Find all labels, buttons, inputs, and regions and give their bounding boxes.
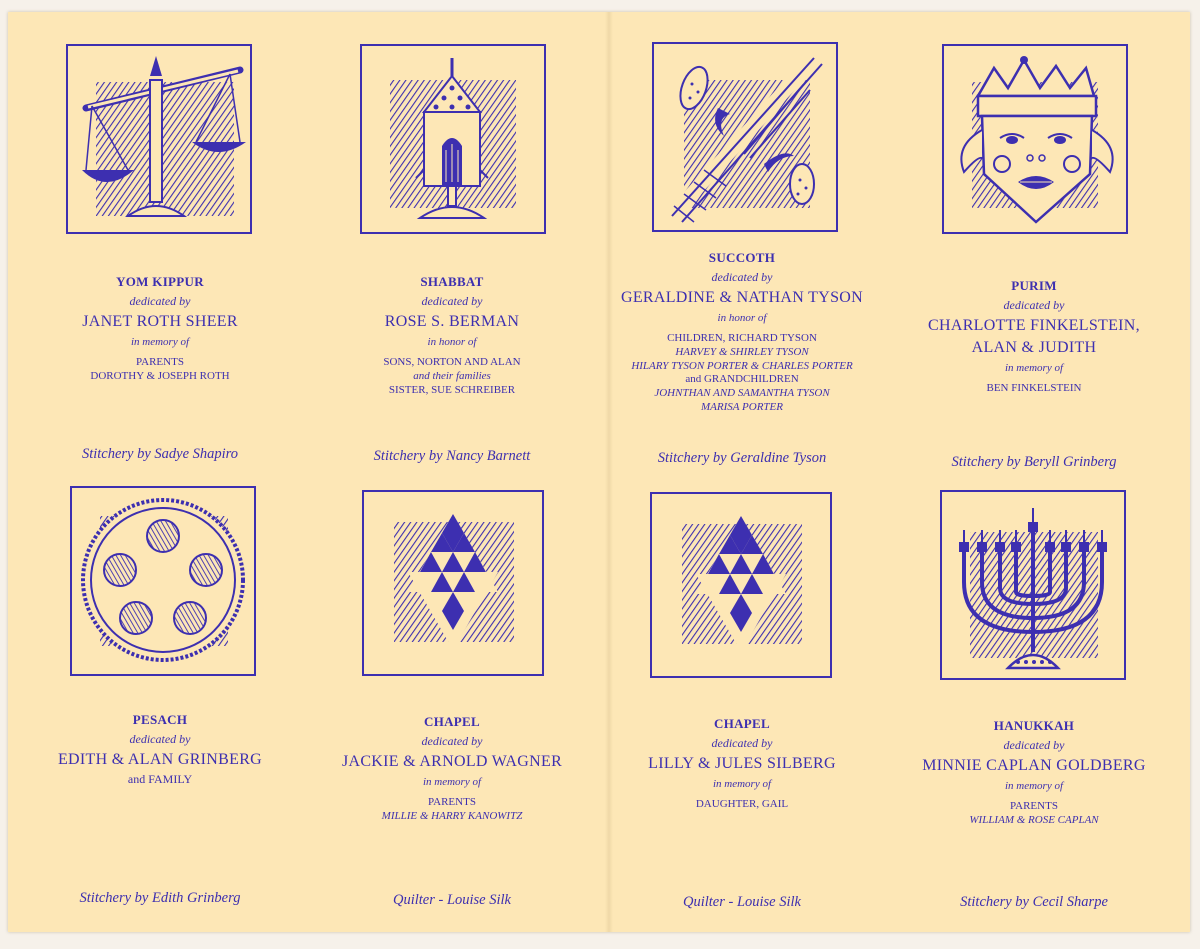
donor-name: EDITH & ALAN GRINBERG [57,751,263,769]
dedicated-label: dedicated by [421,294,483,309]
dedicated-label: dedicated by [421,734,483,749]
honoree-line: and their families [413,369,491,382]
panel-pesach [20,486,300,926]
donor-name: CHARLOTTE FINKELSTEIN, [928,317,1140,335]
honoree-line: and GRANDCHILDREN [685,373,799,386]
quilt-square [362,490,544,676]
star-of-david-icon [652,494,830,676]
scales-icon [68,46,250,232]
dedicated-label: dedicated by [129,294,191,309]
stitchery-credit: Stitchery by Edith Grinberg [79,890,241,906]
memory-label: in honor of [717,312,767,325]
seder-plate-icon [72,488,254,674]
honoree-line: MARISA PORTER [701,400,783,413]
shabbat-lamp-icon [362,46,544,232]
donor-name: LILLY & JULES SILBERG [648,755,836,773]
quilt-square [940,490,1126,680]
honoree-line: HILARY TYSON PORTER & CHARLES PORTER [631,359,853,372]
program-sheet [8,12,1190,932]
donor-name-line2: ALAN & JUDITH [971,339,1097,357]
donor-name: MINNIE CAPLAN GOLDBERG [922,757,1146,775]
donor-name: GERALDINE & NATHAN TYSON [620,289,863,307]
memory-label: in memory of [1004,362,1064,375]
dedicated-label: dedicated by [1003,298,1065,313]
donor-name: JANET ROTH SHEER [82,313,238,331]
star-of-david-icon [364,492,542,674]
honoree-line: SONS, NORTON AND ALAN [383,356,521,368]
panel-hanukkah [894,488,1174,928]
panel-shabbat [312,42,592,482]
honoree-line: CHILDREN, RICHARD TYSON [667,332,817,344]
menorah-icon [942,492,1124,678]
holiday-name: HANUKKAH [993,718,1075,733]
dedicated-label: dedicated by [711,736,773,751]
holiday-name: CHAPEL [714,716,770,731]
memory-label: in honor of [427,336,477,349]
holiday-name: YOM KIPPUR [116,274,204,289]
dedicated-label: dedicated by [129,732,191,747]
quilter-credit: Quilter - Louise Silk [682,894,801,910]
quilt-square [652,42,838,232]
stitchery-credit: Stitchery by Nancy Barnett [373,448,531,464]
panel-purim [894,42,1174,482]
quilter-credit: Quilter - Louise Silk [392,892,511,908]
honoree-line: BEN FINKELSTEIN [986,382,1082,394]
panel-chapel-silberg [602,492,882,932]
stitchery-credit: Stitchery by Sadye Shapiro [81,446,239,462]
honoree-line: MILLIE & HARRY KANOWITZ [381,809,523,822]
panel-chapel-wagner [312,490,592,930]
honoree-line: and FAMILY [127,772,193,787]
lulav-etrog-icon [654,44,836,230]
memory-label: in memory of [422,776,482,789]
quilt-square [66,44,252,234]
honoree-line: DOROTHY & JOSEPH ROTH [90,369,230,382]
honoree-line: DAUGHTER, GAIL [695,798,789,810]
donor-name: JACKIE & ARNOLD WAGNER [341,753,563,771]
purim-mask-icon [944,46,1126,232]
honoree-line: PARENTS [1010,800,1058,812]
stitchery-credit: Stitchery by Geraldine Tyson [657,450,827,466]
holiday-name: SHABBAT [420,274,484,289]
dedicated-label: dedicated by [711,270,773,285]
memory-label: in memory of [1004,780,1064,793]
panel-yom-kippur [20,42,300,482]
panel-succoth [602,40,882,480]
honoree-line: PARENTS [428,796,476,808]
honoree-line: WILLIAM & ROSE CAPLAN [969,813,1099,826]
quilt-square [650,492,832,678]
holiday-name: PESACH [132,712,188,727]
honoree-line: JOHNTHAN AND SAMANTHA TYSON [654,387,830,399]
holiday-name: PURIM [1011,278,1057,293]
holiday-name: CHAPEL [424,714,480,729]
dedicated-label: dedicated by [1003,738,1065,753]
memory-label: in memory of [712,778,772,791]
quilt-square [70,486,256,676]
memory-label: in memory of [130,336,190,349]
honoree-line: PARENTS [136,356,184,368]
stitchery-credit: Stitchery by Beryll Grinberg [951,454,1117,470]
stitchery-credit: Stitchery by Cecil Sharpe [960,894,1108,910]
honoree-line: HARVEY & SHIRLEY TYSON [675,345,809,358]
holiday-name: SUCCOTH [708,250,776,265]
donor-name: ROSE S. BERMAN [384,313,520,331]
quilt-square [942,44,1128,234]
quilt-square [360,44,546,234]
honoree-line: SISTER, SUE SCHREIBER [388,383,516,396]
